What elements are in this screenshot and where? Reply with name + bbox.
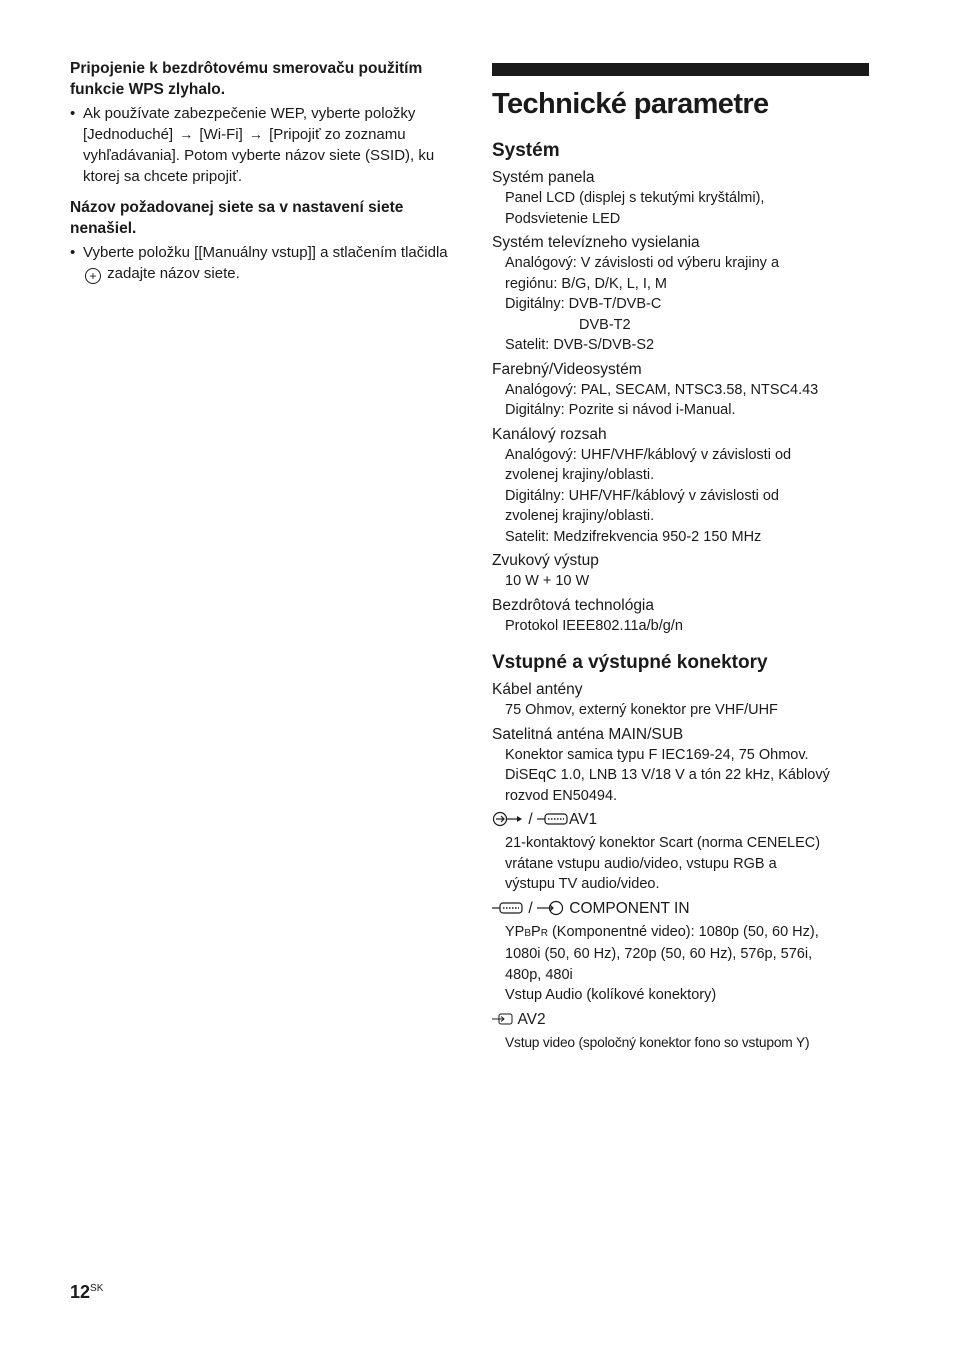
scart-input-icon (492, 900, 524, 922)
spec-value-sound-output: 10 W + 10 W (505, 573, 590, 589)
arrow-right-icon: → (179, 126, 194, 142)
spec-label-antenna: Kábel antény (492, 681, 583, 698)
spec-label-channel-range: Kanálový rozsah (492, 425, 607, 443)
arrow-right-icon: → (248, 126, 263, 142)
section-title-io: Vstupné a výstupné konektory (492, 652, 768, 673)
page-title: Technické parametre (492, 88, 769, 120)
spec-label-av2: AV2 (492, 1009, 869, 1033)
spec-value-component: YPBPR (Komponentné video): 1080p (50, 60 Hz), 1080i (50, 60 Hz), 720p (50, 60 Hz), 576p, 576i, 480p, 480i Vstup Audio (kolíkové konektory) (505, 923, 819, 1003)
spec-value-channel-range: Analógový: UHF/VHF/káblový v závislosti od zvolenej krajiny/oblasti. Digitálny: UHF/VHF/káblový v závislosti od zvolenej krajiny/oblasti. Satelit: Medzifrekvencia 950-2 150 MHz (505, 446, 792, 545)
bullet-icon: • (70, 244, 76, 261)
spec-value-av1: 21-kontaktový konektor Scart (norma CENELEC) vrátane vstupu audio/video, vstupu RGB a výstupu TV audio/video. (505, 835, 821, 892)
video-in-out-icon (492, 811, 524, 833)
left-column (70, 58, 450, 294)
spec-value-satellite: Konektor samica typu F IEC169-24, 75 Ohmov. DiSEqC 1.0, LNB 13 V/18 V a tón 22 kHz, Káblový rozvod EN50494. (505, 746, 830, 804)
enter-button-icon: + (85, 268, 101, 284)
right-column (492, 63, 869, 1053)
page-number: $12^{SK}$ (70, 1282, 104, 1302)
spec-value-panel: Panel LCD (displej s tekutými kryštálmi), Podsvietenie LED (505, 190, 765, 227)
title-rule (492, 63, 869, 76)
spec-label-av1: / AV1 (492, 809, 869, 833)
spec-label-color-system: Farebný/Videosystém (492, 360, 642, 378)
spec-value-av2: Vstup video (spoločný konektor fono so vstupom Y) (505, 1034, 810, 1050)
input-icon (492, 1011, 514, 1033)
input-icon (537, 900, 565, 922)
section-title-system: Systém (492, 140, 560, 161)
spec-label-tv-system: Systém televízneho vysielania (492, 234, 700, 251)
spec-value-wireless: Protokol IEEE802.11a/b/g/n (505, 617, 683, 634)
troubleshoot-bullet-manual: • Vyberte položku [[Manuálny vstup]] a stlačením tlačidla + zadajte názov siete. (70, 244, 448, 283)
spec-label-wireless: Bezdrôtová technológia (492, 596, 655, 614)
spec-value-antenna: 75 Ohmov, externý konektor pre VHF/UHF (505, 702, 778, 718)
spec-label-sound-output: Zvukový výstup (492, 552, 599, 569)
spec-value-color-system: Analógový: PAL, SECAM, NTSC3.58, NTSC4.43 Digitálny: Pozrite si návod i-Manual. (505, 381, 819, 418)
troubleshoot-heading-network: Názov požadovanej siete sa v nastavení siete nenašiel. (70, 199, 404, 237)
spec-label-panel: Systém panela (492, 169, 595, 186)
spec-value-tv-system: Analógový: V závislosti od výberu krajiny a regiónu: B/G, D/K, L, I, M Digitálny: DVB-T/DVB-C DVB-T2 Satelit: DVB-S/DVB-S2 (505, 255, 780, 353)
scart-icon (537, 811, 569, 833)
spec-label-component: / COMPONENT IN (492, 898, 869, 922)
language-code: SK (90, 1283, 104, 1294)
bullet-icon: • (70, 105, 76, 122)
spec-label-satellite: Satelitná anténa MAIN/SUB (492, 725, 684, 743)
troubleshoot-heading-wps: Pripojenie k bezdrôtovému smerovaču použitím funkcie WPS zlyhalo. (70, 60, 423, 98)
troubleshoot-bullet-wep: • Ak používate zabezpečenie WEP, vyberte položky [Jednoduché] → [Wi-Fi] → [Pripojiť zo zoznamu vyhľadávania]. Potom vyberte názov siete (SSID), ku ktorej sa chcete pripojiť. (70, 105, 435, 185)
